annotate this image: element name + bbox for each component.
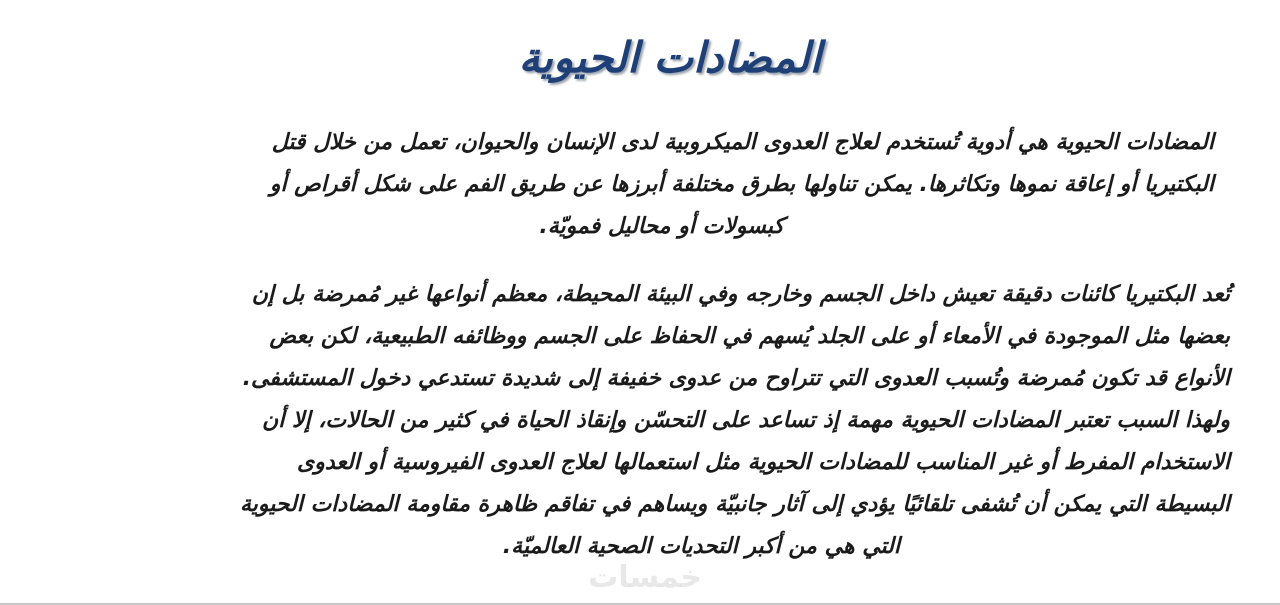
paragraph-line: البسيطة التي يمكن أن تُشفى تلقائيًا يؤدي إلى آثار جانبيّة ويساهم في تفاقم ظاهرة مقاومة المضادات الحيوية [240,492,1230,517]
paragraph-line: كبسولات أو محاليل فمويّة. [539,214,784,239]
page-title: المضادات الحيوية [518,33,822,82]
paragraph-line: ولهذا السبب تعتبر المضادات الحيوية مهمة إذ تساعد على التحسّن وإنقاذ الحياة في كثير من الحالات، إلا أن [262,408,1230,433]
paragraph-line: البكتيريا أو إعاقة نموها وتكاثرها. يمكن تناولها بطرق مختلفة أبرزها عن طريق الفم على شكل أقراص أو [269,172,1214,197]
watermark-logo: خمسات [588,560,702,595]
paragraph-line: بعضها مثل الموجودة في الأمعاء أو على الجلد يُسهم في الحفاظ على الجسم ووظائفه الطبيعية، لكن بعض [269,324,1230,349]
paragraph-intro [54,122,1214,248]
paragraph-line: التي هي من أكبر التحديات الصحية العالميّة. [502,534,900,559]
paragraph-line: الاستخدام المفرط أو غير المناسب للمضادات الحيوية مثل استعمالها لعلاج العدوى الفيروسية أو العدوى [297,450,1230,475]
paragraph-line: الأنواع قد تكون مُمرضة وتُسبب العدوى التي تتراوح من عدوى خفيفة إلى شديدة تستدعي دخول المستشفى. [242,366,1230,391]
paragraph-bacteria [40,274,1230,568]
paragraph-line: تُعد البكتيريا كائنات دقيقة تعيش داخل الجسم وخارجه وفي البيئة المحيطة، معظم أنواعها غير مُمرضة بل إن [251,282,1230,307]
paragraph-line: المضادات الحيوية هي أدوية تُستخدم لعلاج العدوى الميكروبية لدى الإنسان والحيوان، تعمل من خلال قتل [271,130,1214,155]
